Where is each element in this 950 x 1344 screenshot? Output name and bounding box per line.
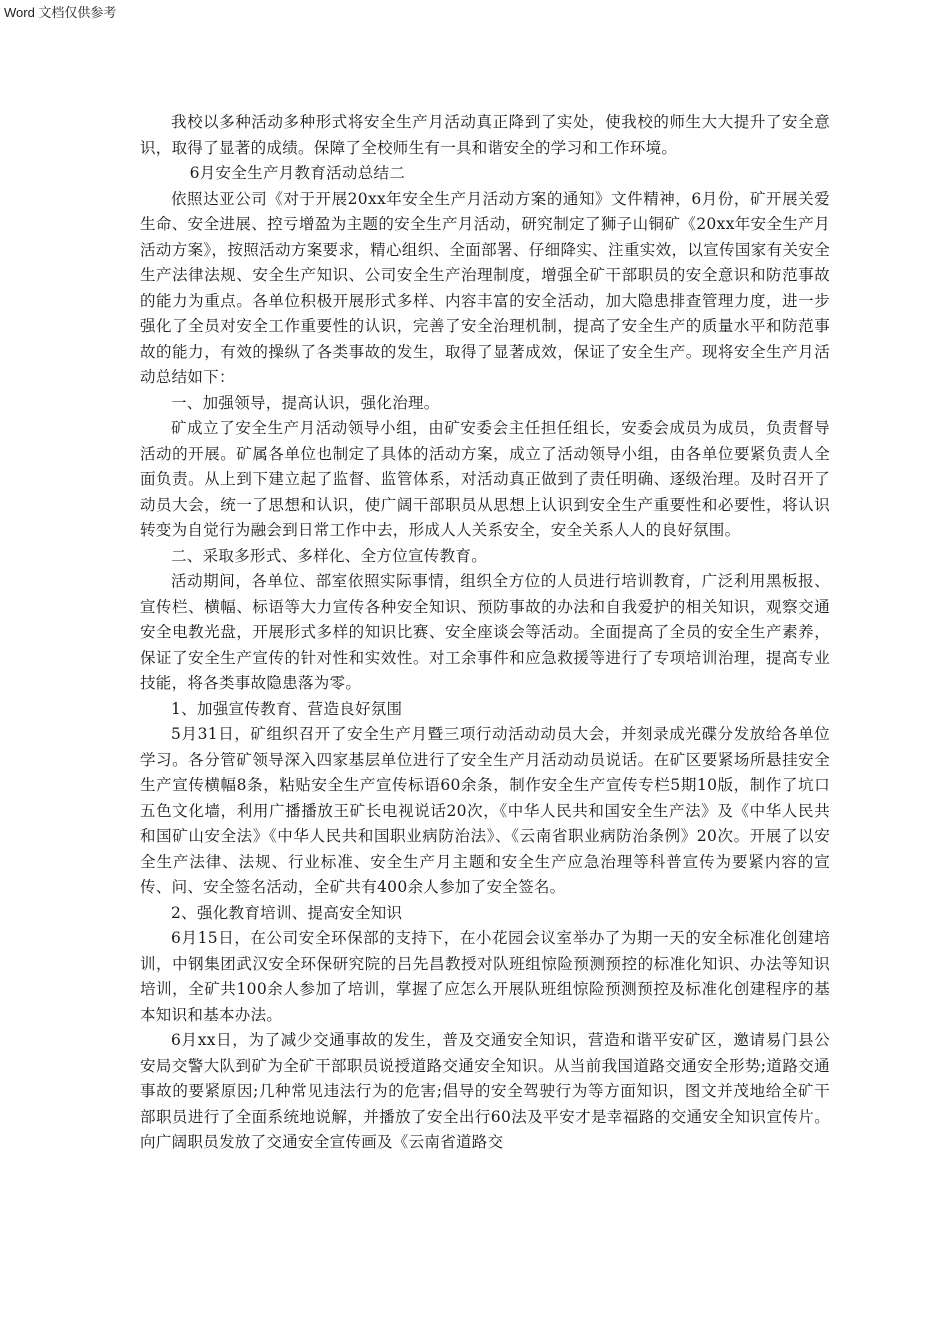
heading-publicity: 二、采取多形式、多样化、全方位宣传教育。 xyxy=(171,546,488,565)
document-body xyxy=(140,110,830,1156)
section-title: 6月安全生产月教育活动总结二 xyxy=(189,164,406,182)
paragraph-june-15: 6月15日，在公司安全环保部的支持下，在小花园会议室举办了为期一天的安全标准化创建培训，中钢集团武汉安全环保研究院的吕先昌教授对队班组惊险预测预控的标准化知识、办法等知识培训，全矿共100余人参加了培训，掌握了应怎么开展队班组惊险预测预控及标准化创建程序的基本知识和基本办法。 xyxy=(140,929,830,1024)
paragraph-overview: 依照达亚公司《对于开展20xx年安全生产月活动方案的通知》文件精神，6月份，矿开展关爱生命、安全进展、控亏增盈为主题的安全生产月活动，研究制定了狮子山铜矿《20xx年安全生产月活动方案》，按照活动方案要求，精心组织、全面部署、仔细降实、注重实效，以宣传国家有关安全生产法律法规、安全生产知识、公司安全生产治理制度，增强全矿干部职员的安全意识和防范事故的能力为重点。各单位积极开展形式多样、内容丰富的安全活动，加大隐患排查管理力度，进一步强化了全员对安全工作重要性的认识，完善了安全治理机制，提高了安全生产的质量水平和防范事故的能力，有效的操纵了各类事故的发生，取得了显著成效，保证了安全生产。现将安全生产月活动总结如下： xyxy=(140,189,830,386)
paragraph-traffic-safety: 6月xx日，为了减少交通事故的发生，普及交通安全知识，营造和谐平安矿区，邀请易门县公安局交警大队到矿为全矿干部职员说授道路交通安全知识。从当前我国道路交通安全形势;道路交通事故的要紧原因;几种常见违法行为的危害;倡导的安全驾驶行为等方面知识，图文并茂地给全矿干部职员进行了全面系统地说解，并播放了安全出行60法及平安才是幸福路的交通安全知识宣传片。向广阔职员发放了交通安全宣传画及《云南省道路交 xyxy=(140,1031,830,1151)
header-note: Word 文档仅供参考 xyxy=(4,5,117,20)
paragraph-may-31: 5月31日，矿组织召开了安全生产月暨三项行动活动动员大会，并刻录成光碟分发放给各单位学习。各分管矿领导深入四家基层单位进行了安全生产月活动动员说话。在矿区要紧场所悬挂安全生产宣传横幅8条，粘贴安全生产宣传标语60余条，制作安全生产宣传专栏5期10版，制作了坑口五色文化墙，利用广播播放王矿长电视说话20次，《中华人民共和国安全生产法》及《中华人民共和国矿山安全法》《中华人民共和国职业病防治法》、《云南省职业病防治条例》20次。开展了以安全生产法律、法规、行业标准、安全生产月主题和安全生产应急治理等科普宣传为要紧内容的宣传、问、安全签名活动，全矿共有400余人参加了安全签名。 xyxy=(140,725,830,896)
subheading-training: 2、强化教育培训、提高安全知识 xyxy=(171,903,403,922)
paragraph-leadership: 矿成立了安全生产月活动领导小组，由矿安委会主任担任组长，安委会成员为成员，负责督导活动的开展。矿属各单位也制定了具体的活动方案，成立了活动领导小组，由各单位要紧负责人全面负责。从上到下建立起了监督、监管体系，对活动真正做到了责任明确、逐级治理。及时召开了动员大会，统一了思想和认识，使广阔干部职员从思想上认识到安全生产重要性和必要性，将认识转变为自觉行为融会到日常工作中去，形成人人关系安全，安全关系人人的良好氛围。 xyxy=(140,419,830,539)
subheading-publicity-education: 1、加强宣传教育、营造良好氛围 xyxy=(171,699,403,718)
paragraph-publicity: 活动期间，各单位、部室依照实际事情，组织全方位的人员进行培训教育，广泛利用黑板报、宣传栏、横幅、标语等大力宣传各种安全知识、预防事故的办法和自我爱护的相关知识，观察交通安全电教光盘，开展形式多样的知识比赛、安全座谈会等活动。全面提高了全员的安全生产素养，保证了安全生产宣传的针对性和实效性。对工余事件和应急救援等进行了专项培训治理，提高专业技能，将各类事故隐患落为零。 xyxy=(140,572,830,692)
heading-leadership: 一、加强领导，提高认识，强化治理。 xyxy=(171,393,440,412)
paragraph-intro: 我校以多种活动多种形式将安全生产月活动真正降到了实处，使我校的师生大大提升了安全意识，取得了显著的成绩。保障了全校师生有一具和谐安全的学习和工作环境。 xyxy=(140,113,830,157)
